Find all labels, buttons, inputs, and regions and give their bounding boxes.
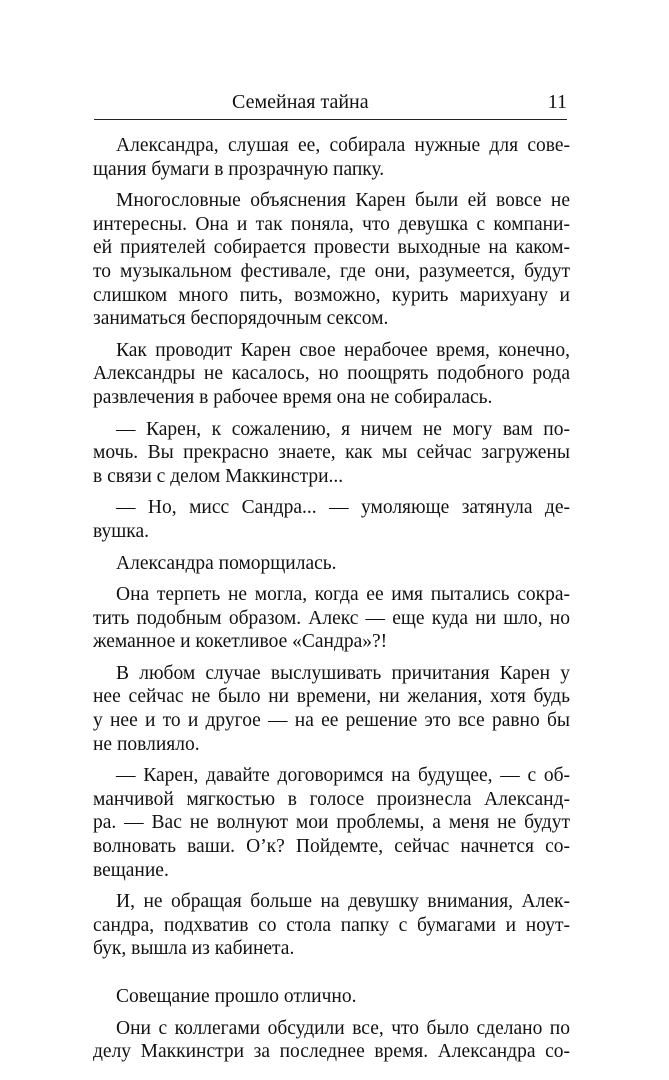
text-line: в связи с делом Маккинстри... xyxy=(93,465,344,487)
text-line: Александра, слушая ее, собирала нужные для сове- xyxy=(116,135,570,156)
header-rule xyxy=(94,119,567,120)
paragraph-gap xyxy=(93,882,570,890)
text-line: Александра поморщилась. xyxy=(116,552,337,574)
text-line: — Карен, к сожалению, я ничем не могу вам по- xyxy=(116,418,570,440)
text-line: сандра, подхватив со стола папку с бумагами и ноут- xyxy=(93,914,570,936)
text-line: И, не обращая больше на девушку внимания, Алек- xyxy=(116,891,570,913)
text-line: Многословные объяснения Карен были ей вовсе не xyxy=(116,190,570,212)
text-line: мочь. Вы прекрасно знаете, как мы сейчас загружены xyxy=(93,442,570,464)
text-line: Как проводит Карен свое нерабочее время, конечно, xyxy=(116,339,570,361)
running-title: Семейная тайна xyxy=(232,91,369,113)
text-line: вушка. xyxy=(93,520,150,542)
paragraph-gap xyxy=(93,331,570,339)
text-line: жеманное и кокетливое «Сандра»?! xyxy=(93,631,388,653)
text-line: Они с коллегами обсудили все, что было сделано по xyxy=(116,1017,570,1039)
text-line: вещание. xyxy=(93,859,169,881)
text-line: Совещание прошло отлично. xyxy=(116,986,357,1007)
page-number: 11 xyxy=(547,91,567,113)
paragraph-gap xyxy=(93,410,570,418)
text-line: В любом случае выслушивать причитания Карен у xyxy=(116,662,570,684)
paragraph xyxy=(93,662,570,756)
text-line: делу Маккинстри за последнее время. Александра со- xyxy=(93,1041,570,1063)
paragraph xyxy=(93,764,570,882)
paragraph xyxy=(93,134,570,181)
paragraph-gap xyxy=(93,544,570,552)
text-line: интересны. Она и так поняла, что девушка с компани- xyxy=(93,213,570,235)
paragraph xyxy=(93,890,570,961)
text-line: — Но, мисс Сандра... — умоляюще затянула де- xyxy=(116,497,570,519)
paragraph-gap xyxy=(93,756,570,764)
section-break xyxy=(93,961,570,985)
text-line: Она терпеть не могла, когда ее имя пытались сокра- xyxy=(116,584,570,606)
text-line: развлечения в рабочее время она не собиралась. xyxy=(93,386,493,408)
running-head xyxy=(94,89,567,121)
text-line: Александры не касалось, но поощрять подобного рода xyxy=(93,363,570,385)
paragraph xyxy=(93,583,570,654)
text-line: ра. — Вас не волнуют мои проблемы, а меня не будут xyxy=(93,812,570,834)
paragraph-gap xyxy=(93,575,570,583)
text-line: нее сейчас не было ни времени, ни желания, хотя будь xyxy=(93,686,570,708)
text-line: бук, вышла из кабинета. xyxy=(93,938,295,960)
text-line: щания бумаги в прозрачную папку. xyxy=(93,158,385,180)
text-line: тить подобным образом. Алекс — еще куда ни шло, но xyxy=(93,607,570,629)
paragraph-gap xyxy=(93,1009,570,1017)
body-text xyxy=(93,134,570,1064)
paragraph xyxy=(93,496,570,543)
paragraph-gap xyxy=(93,181,570,189)
paragraph xyxy=(93,552,570,576)
paragraph xyxy=(93,339,570,410)
paragraph xyxy=(93,418,570,489)
text-line: у нее и то и другое — на ее решение это все равно бы xyxy=(93,710,570,732)
paragraph xyxy=(93,1017,570,1064)
text-line: заниматься беспорядочным сексом. xyxy=(93,308,389,330)
paragraph xyxy=(93,189,570,331)
text-line: ей приятелей собирается провести выходные на каком- xyxy=(93,237,570,259)
paragraph xyxy=(93,985,570,1009)
text-line: манчивой мягкостью в голосе произнесла Александ- xyxy=(93,788,570,810)
text-line: — Карен, давайте договоримся на будущее, — с об- xyxy=(116,765,570,787)
text-line: слишком много пить, возможно, курить марихуану и xyxy=(93,284,570,306)
paragraph-gap xyxy=(93,654,570,662)
text-line: то музыкальном фестивале, где они, разумеется, будут xyxy=(93,260,570,282)
text-line: волновать ваши. О’к? Пойдемте, сейчас начнется со- xyxy=(93,836,570,858)
text-line: не повлияло. xyxy=(93,733,200,755)
paragraph-gap xyxy=(93,488,570,496)
